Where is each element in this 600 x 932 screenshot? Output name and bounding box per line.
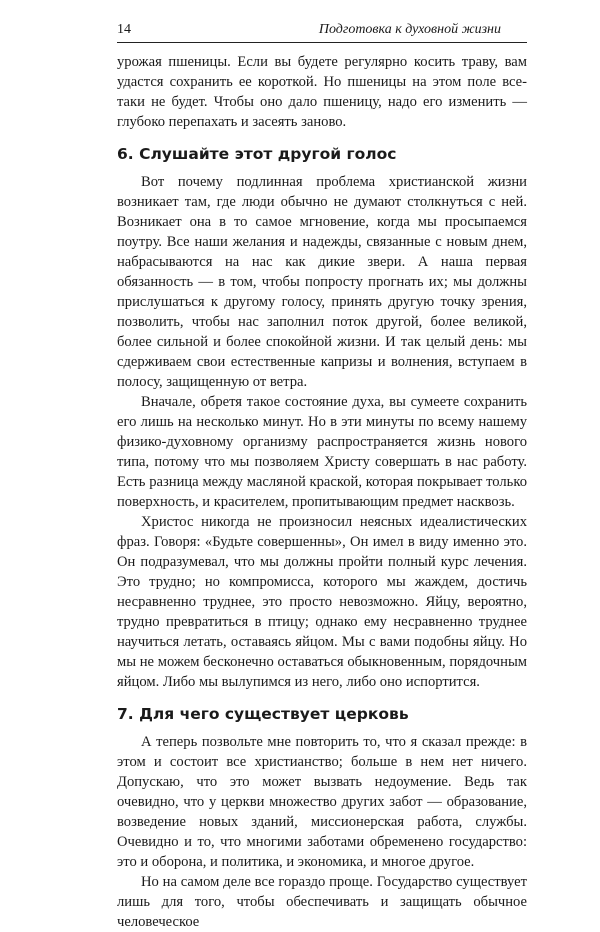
section-6-paragraph-1: Вот почему подлинная проблема христианской жизни возникает там, где люди обычно не думают столкнуться с ней. Возникает она в то самое мгновение, когда мы просыпаемся поутру. Все наши желания и надежды, связанные с новым днем, набрасываются на нас как дикие звери. А наша первая обязанность — в том, чтобы попросту прогнать их; мы должны прислушаться к другому голосу, принять другую точку зрения, позволить, чтобы нас заполнил поток другой, более великой, более сильной и более спокойной жизни. И так целый день: мы сдерживаем свои естественные капризы и волнения, вступаем в полосу, защищенную от ветра. [117,174,527,390]
intro-paragraph: урожая пшеницы. Если вы будете регулярно косить траву, вам удастся сохранить ее короткой. Но пшеницы на этом поле все-таки не будет. Чтобы оно дало пшеницу, надо его изменить — глубоко перепахать и засеять заново. [117,54,527,130]
running-title: Подготовка к духовной жизни [318,22,501,37]
section-6-heading: 6. Слушайте этот другой голос [117,145,397,163]
running-header [117,20,527,43]
page-number: 14 [117,22,131,37]
section-7-heading: 7. Для чего существует церковь [117,705,409,723]
page-body [117,52,527,932]
section-6-paragraph-3: Христос никогда не произносил неясных идеалистических фраз. Говоря: «Будьте совершенны», Он имел в виду именно это. Он подразумевал, что мы должны пройти полный курс лечения. Это трудно; но компромисса, которого мы жаждем, достичь несравненно труднее, это просто невозможно. Яйцу, вероятно, трудно превратиться в птицу; однако ему несравненно труднее научиться летать, оставаясь яйцом. Мы с вами подобны яйцу. Но мы не можем бесконечно оставаться обыкновенным, порядочным яйцом. Либо мы вылупимся из него, либо оно испортится. [117,514,527,690]
section-7-paragraph-2: Но на самом деле все гораздо проще. Государство существует лишь для того, чтобы обеспечивать и защищать обычное человеческое [117,874,527,930]
section-7-paragraph-1: А теперь позвольте мне повторить то, что я сказал прежде: в этом и состоит все христианство; больше в нем нет ничего. Допускаю, что это может вызвать недоумение. Ведь так очевидно, что у церкви множество других забот — образование, возведение новых зданий, миссионерская работа, службы. Очевидно и то, что многими заботами обременено государство: это и оборона, и политика, и экономика, и многое другое. [117,734,527,870]
section-6-paragraph-2: Вначале, обретя такое состояние духа, вы сумеете сохранить его лишь на несколько минут. Но в эти минуты по всему нашему физико-духовному организму распространяется жизнь нового типа, потому что мы позволяем Христу совершать в нас работу. Есть разница между масляной краской, которая покрывает только поверхность, и красителем, пропитывающим предмет насквозь. [117,394,527,510]
